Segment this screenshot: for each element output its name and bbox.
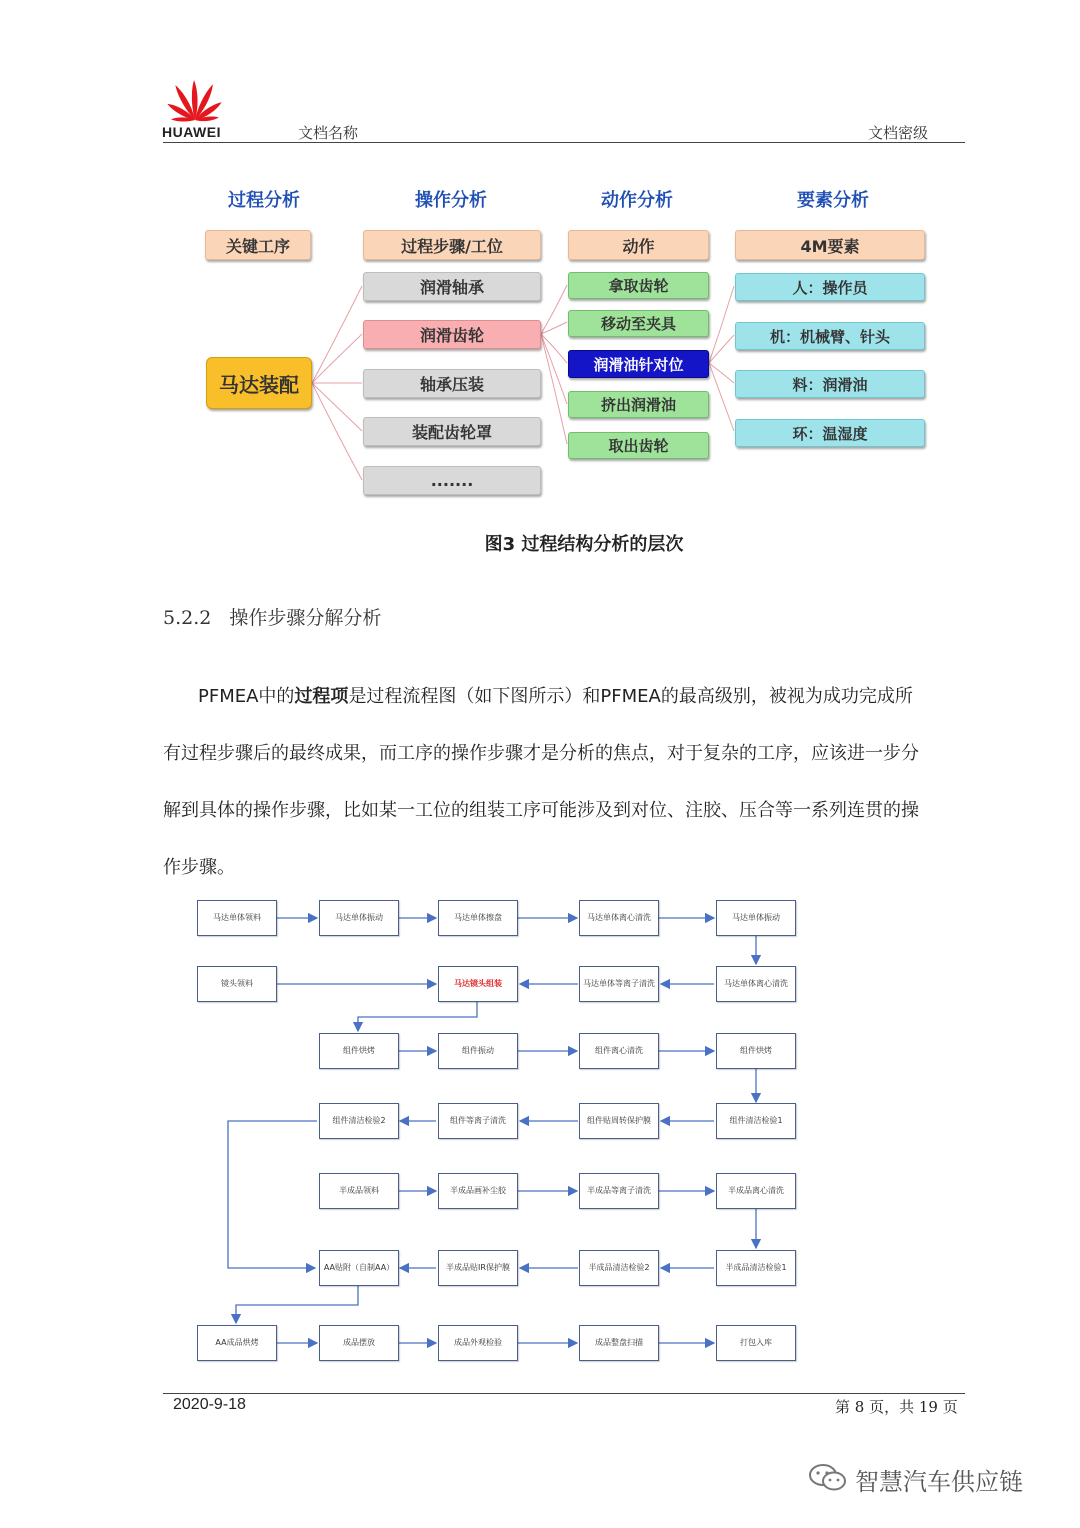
action-box: 拿取齿轮 [568,272,709,299]
flow-step: 半成品清洁检验1 [716,1250,796,1286]
flow-step: 组件贴周转保护膜 [579,1103,659,1139]
paragraph-line: 作步骤。 [163,857,235,878]
flow-step: 马达单体领料 [197,900,277,936]
flow-step: 组件离心清洗 [579,1033,659,1069]
flow-step: 马达单体离心清洗 [716,966,796,1002]
footer-page-number: 第 8 页，共 19 页 [835,1398,958,1416]
column-heading-action: 动作分析 [601,190,673,211]
flow-step: 马达单体等离子清洗 [579,966,659,1002]
column-heading-element: 要素分析 [797,190,869,211]
step-box: 润滑轴承 [363,272,541,301]
action-box: 取出齿轮 [568,432,709,459]
paragraph-bold: 过程项 [294,686,349,707]
step-box: 装配齿轮罩 [363,417,541,446]
flow-step: 组件烘烤 [716,1033,796,1069]
column-heading-process: 过程分析 [228,190,300,211]
action-box-highlight: 润滑油针对位 [568,350,709,378]
flow-step: 打包入库 [716,1325,796,1361]
flow-step: 半成品画补尘胶 [438,1173,518,1209]
action-box: 挤出润滑油 [568,391,709,418]
flow-step: AA贴附（自制AA） [319,1250,399,1286]
flow-step: 半成品离心清洗 [716,1173,796,1209]
element-header: 4M要素 [735,230,925,260]
flow-step: 马达单体擦盘 [438,900,518,936]
paragraph-text: PFMEA中的 [198,686,295,707]
footer-rule [163,1393,965,1394]
flow-step: 组件振动 [438,1033,518,1069]
process-step-header: 过程步骤/工位 [363,230,541,260]
paragraph-text: 是过程流程图（如下图所示）和PFMEA的最高级别，被视为成功完成所 [348,686,913,707]
flow-step: 马达单体振动 [716,900,796,936]
flow-step: 半成品领料 [319,1173,399,1209]
wechat-icon [808,1462,848,1494]
flow-step: 镜头领料 [197,966,277,1002]
brand-name: HUAWEI [162,124,221,140]
element-box: 料：润滑油 [735,370,925,398]
flow-step: 半成品贴IR保护膜 [438,1250,518,1286]
flow-step: 马达单体离心清洗 [579,900,659,936]
paragraph-line: 解到具体的操作步骤，比如某一工位的组装工序可能涉及到对位、注胶、压合等一系列连贯的操 [163,800,919,821]
flow-step: 半成品清洁检验2 [579,1250,659,1286]
element-box: 人：操作员 [735,273,925,301]
key-process-header: 关键工序 [205,230,311,260]
flow-step: 半成品等离子清洗 [579,1173,659,1209]
paragraph-line: 有过程步骤后的最终成果，而工序的操作步骤才是分析的焦点，对于复杂的工序，应该进一步分 [163,743,919,764]
element-box: 环：温湿度 [735,419,925,447]
flow-step: 马达单体振动 [319,900,399,936]
column-heading-operation: 操作分析 [415,190,487,211]
doc-level: 文档密级 [868,124,929,142]
element-box: 机：机械臂、针头 [735,322,925,350]
step-box: 轴承压装 [363,369,541,398]
watermark-text: 智慧汽车供应链 [855,1468,1023,1496]
footer-date: 2020-9-18 [173,1396,246,1413]
section-number: 5.2.2 [163,607,212,629]
action-header: 动作 [568,230,709,260]
flow-step-highlight: 马达镜头组装 [438,966,518,1002]
motor-assembly-box: 马达装配 [206,357,312,409]
flow-step: AA成品烘烤 [197,1325,277,1361]
step-box-ellipsis: ....... [363,466,541,495]
doc-name: 文档名称 [298,124,359,142]
flow-step: 组件清洁检验2 [319,1103,399,1139]
figure-caption: 图3 过程结构分析的层次 [484,534,684,555]
flow-step: 成品整盘扫描 [579,1325,659,1361]
flow-step: 成品外观检验 [438,1325,518,1361]
action-box: 移动至夹具 [568,310,709,337]
flow-step: 组件清洁检验1 [716,1103,796,1139]
flow-step: 成品摆放 [319,1325,399,1361]
flow-step: 组件等离子清洗 [438,1103,518,1139]
section-title: 操作步骤分解分析 [229,607,382,629]
step-box-highlight: 润滑齿轮 [363,320,541,349]
flow-step: 组件烘烤 [319,1033,399,1069]
